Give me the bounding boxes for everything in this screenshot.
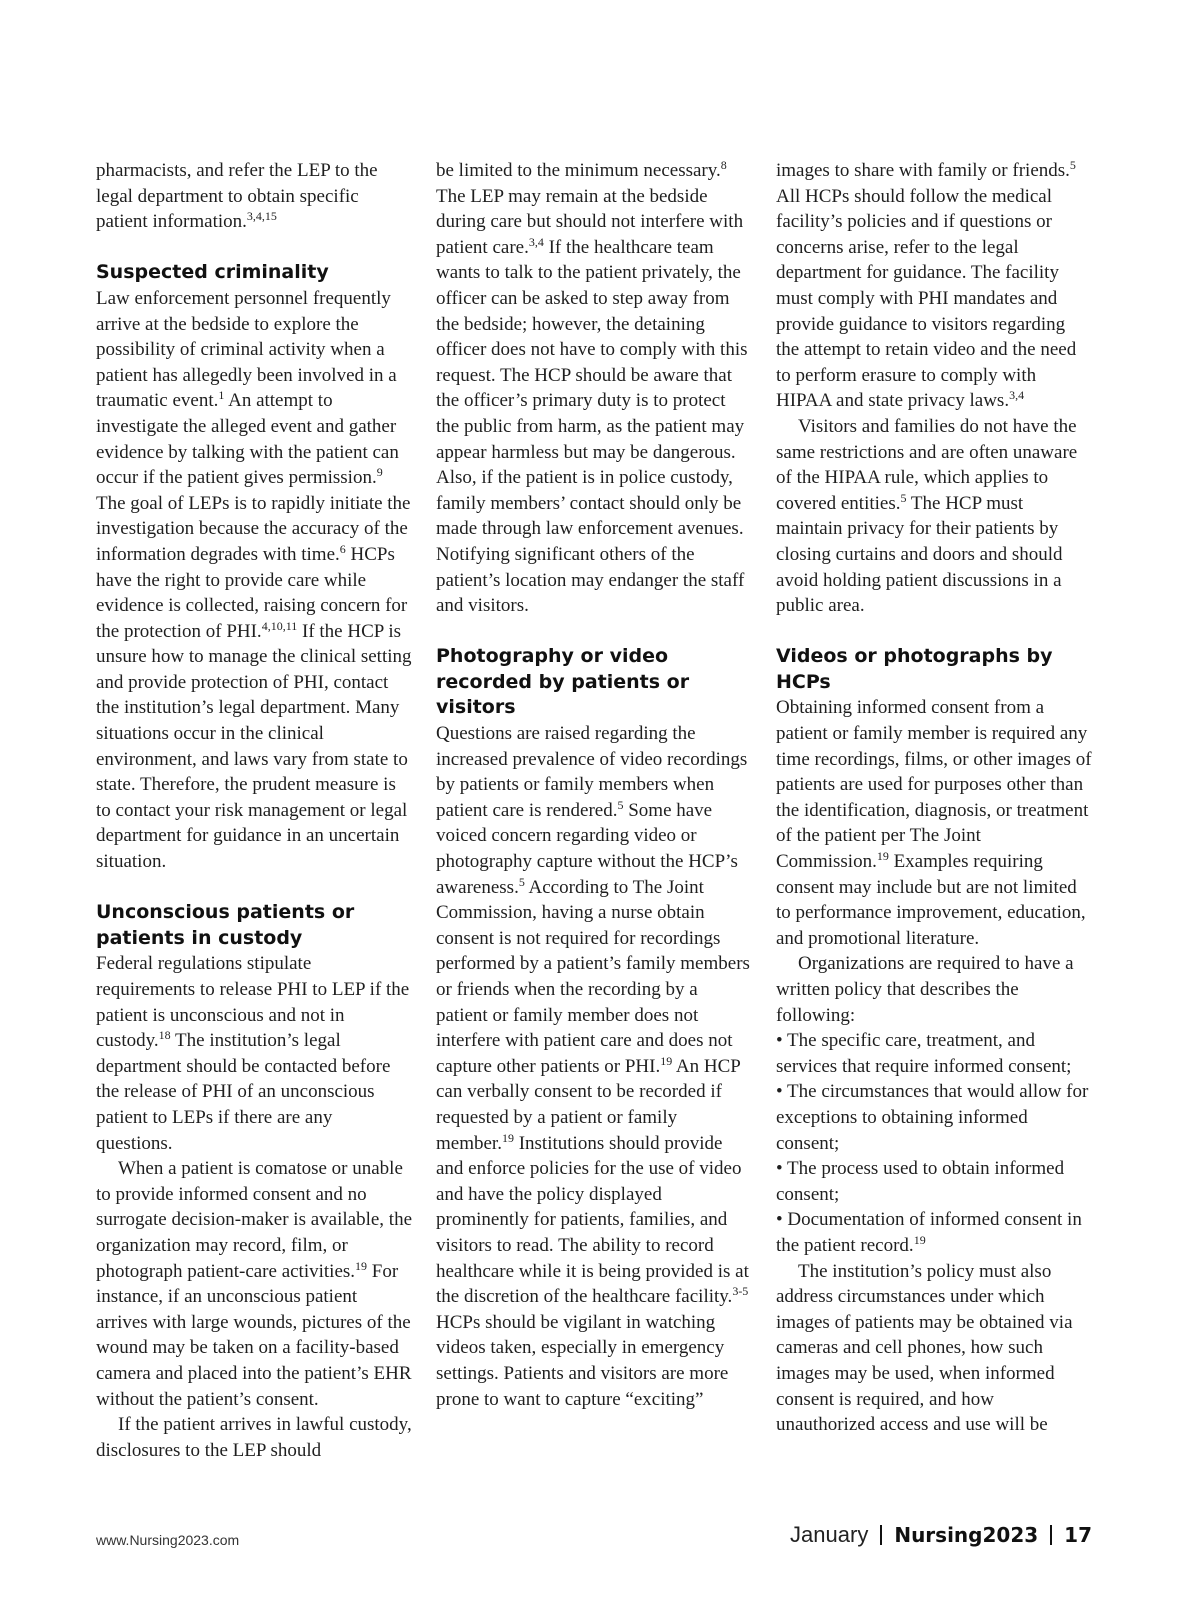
paragraph: images to share with family or friends.$^5$ All HCPs should follow the medical facility’s policies and if questions or concerns arise, refer to the legal department for guidance. The facility must comply with PHI mandates and provide guidance to visitors regarding the attempt to retain video and the need to perform erasure to comply with HIPAA and state privacy laws.$^{3,4}$ xyxy=(776,158,1077,412)
page-number: 17 xyxy=(1064,1523,1092,1547)
paragraph: Federal regulations stipulate requirements to release PHI to LEP if the patient is unconscious and not in custody.$^{18}$ The institution’s legal department should be contacted before the release of PHI of an unconscious patient to LEPs if there are any questions. xyxy=(96,953,410,1154)
paragraph: Questions are raised regarding the increased prevalence of video recordings by patients or family members when patient care is rendered.$^5$ Some have voiced concern regarding video or photography capture without the HCP’s awareness.$^5$ According to The Joint Commission, having a nurse obtain consent is not required for recordings performed by a patient’s family members or friends when the recording by a patient or family member does not interfere with patient care and does not capture other patients or PHI.$^{19}$ An HCP can verbally consent to be recorded if requested by a patient or family member.$^{19}$ Institutions should provide and enforce policies for the use of video and have the policy displayed prominently for patients, families, and visitors to read. The ability to record healthcare while it is being provided is at the discretion of the healthcare facility.$^{3-5}$ HCPs should be vigilant in watching videos taken, especially in emergency settings. Patients and visitors are more prone to want to capture “exciting” xyxy=(436,723,750,1410)
heading-photography-video: Photography or video recorded by patients or visitors xyxy=(436,645,690,719)
paragraph: pharmacists, and refer the LEP to the legal department to obtain specific patient information.$^{3,4,15}$ xyxy=(96,160,378,233)
column-1 xyxy=(96,158,412,1463)
footer-folio xyxy=(790,1522,1092,1548)
paragraph: be limited to the minimum necessary.$^8$ The LEP may remain at the bedside during care but should not interfere with patient care.$^{3,4}$ If the healthcare team wants to talk to the patient privately, the officer can be asked to step away from the bedside; however, the detaining officer does not have to comply with this request. The HCP should be aware that the officer’s primary duty is to protect the public from harm, as the patient may appear harmless but may be dangerous. Also, if the patient is in police custody, family members’ contact should only be made through law enforcement avenues. Notifying significant others of the patient’s location may endanger the staff and visitors. xyxy=(436,158,748,617)
footer-magazine: Nursing2023 xyxy=(894,1523,1039,1547)
paragraph: If the patient arrives in lawful custody, disclosures to the LEP should xyxy=(96,1414,412,1461)
column-2 xyxy=(436,158,752,1412)
heading-suspected-criminality: Suspected criminality xyxy=(96,261,329,284)
list-item: • The specific care, treatment, and services that require informed consent; xyxy=(776,1030,1072,1077)
paragraph: When a patient is comatose or unable to provide informed consent and no surrogate decision-maker is available, the organization may record, film, or photograph patient-care activities.$^{19}$ For instance, if an unconscious patient arrives with large wounds, pictures of the wound may be taken on a facility-based camera and placed into the patient’s EHR without the patient’s consent. xyxy=(96,1158,413,1410)
list-item: • Documentation of informed consent in the patient record.$^{19}$ xyxy=(776,1209,1082,1256)
footer-website: www.Nursing2023.com xyxy=(96,1532,240,1548)
list-item: • The circumstances that would allow for exceptions to obtaining informed consent; xyxy=(776,1081,1089,1154)
divider xyxy=(880,1525,882,1545)
paragraph: Obtaining informed consent from a patient or family member is required any time recordings, films, or other images of patients are used for purposes other than the identification, diagnosis, or treatment of the patient per The Joint Commission.$^{19}$ Examples requiring consent may include but are not limited to performance improvement, education, and promotional literature. xyxy=(776,697,1092,949)
paragraph: Law enforcement personnel frequently arrive at the bedside to explore the possibility of criminal activity when a patient has allegedly been involved in a traumatic event.$^1$ An attempt to investigate the alleged event and gather evidence by talking with the patient can occur if the patient gives permission.$^9$ The goal of LEPs is to rapidly initiate the investigation because the accuracy of the information degrades with time.$^6$ HCPs have the right to provide care while evidence is collected, raising concern for the protection of PHI.$^{4,10,11}$ If the HCP is unsure how to manage the clinical setting and provide protection of PHI, contact the institution’s legal department. Many situations occur in the clinical environment, and laws vary from state to state. Therefore, the prudent measure is to contact your risk management or legal department for guidance in an uncertain situation. xyxy=(96,287,412,873)
paragraph: The institution’s policy must also address circumstances under which images of patients may be obtained via cameras and cell phones, how such images may be used, when informed consent is required, and how unauthorized access and use will be xyxy=(776,1260,1073,1436)
heading-unconscious-patients: Unconscious patients or patients in custody xyxy=(96,901,355,949)
footer-month: January xyxy=(790,1522,869,1547)
paragraph: Organizations are required to have a written policy that describes the following: xyxy=(776,953,1074,1026)
column-3 xyxy=(776,158,1092,1438)
heading-videos-photographs: Videos or photographs by HCPs xyxy=(776,645,1053,693)
list-item: • The process used to obtain informed consent; xyxy=(776,1158,1065,1205)
paragraph: Visitors and families do not have the same restrictions and are often unaware of the HIPAA rule, which applies to covered entities.$^5$ The HCP must maintain privacy for their patients by closing curtains and doors and should avoid holding patient discussions in a public area. xyxy=(776,415,1078,617)
divider xyxy=(1050,1525,1052,1545)
